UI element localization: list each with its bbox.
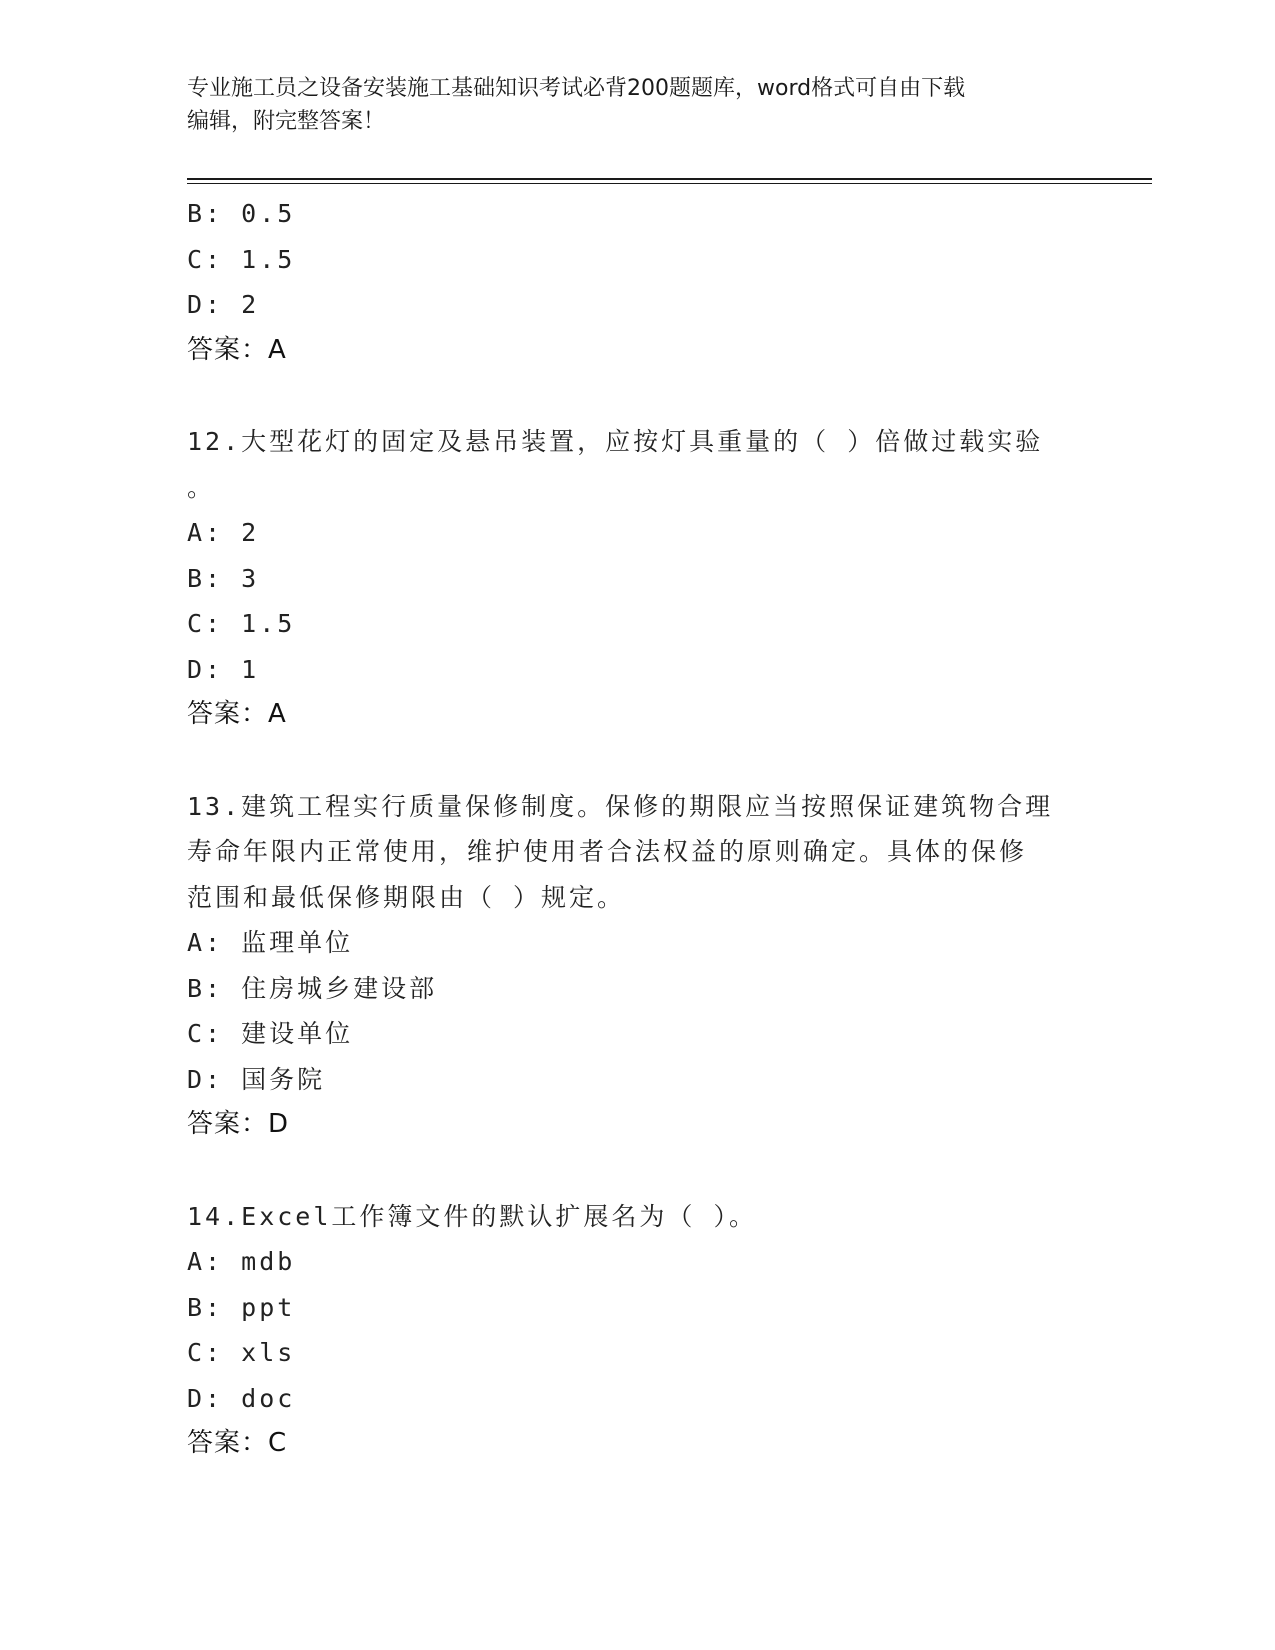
header-divider-thick: [187, 178, 1152, 180]
option-b: B: 0.5: [187, 199, 296, 228]
option-d: D: 国务院: [187, 1064, 326, 1094]
option-c: C: 1.5: [187, 244, 296, 274]
answer-label: 答案：C: [187, 1428, 288, 1458]
question-text-line: 。: [187, 472, 216, 502]
question-text-line: 14.Excel工作簿文件的默认扩展名为（ ）。: [187, 1201, 757, 1231]
answer-label: 答案：A: [187, 699, 287, 729]
option-b: B: 住房城乡建设部: [187, 973, 438, 1003]
option-a: A: 监理单位: [187, 928, 354, 957]
header-title-line-2: 编辑，附完整答案！: [187, 109, 386, 134]
question-text-line: 13.建筑工程实行质量保修制度。保修的期限应当按照保证建筑物合理: [187, 791, 1054, 821]
answer-label: 答案：D: [187, 1109, 290, 1139]
question-block-12: [187, 419, 1087, 738]
option-c: C: 1.5: [187, 609, 296, 638]
question-text-line: 寿命年限内正常使用，维护使用者合法权益的原则确定。具体的保修: [187, 837, 1028, 866]
question-spacer: [187, 738, 1087, 784]
option-b: B: 3: [187, 563, 260, 593]
question-text-line: 12.大型花灯的固定及悬吊装置，应按灯具重量的（ ）倍做过载实验: [187, 427, 1044, 456]
document-header: [187, 72, 1067, 138]
option-b: B: ppt: [187, 1292, 296, 1322]
option-d: D: doc: [187, 1383, 296, 1413]
option-a: A: mdb: [187, 1247, 296, 1276]
question-block-11: [187, 191, 1087, 373]
option-d: D: 1: [187, 654, 260, 684]
question-text-line: 范围和最低保修期限由（ ）规定。: [187, 882, 626, 912]
question-list: [187, 191, 1087, 1467]
header-divider-thin: [187, 183, 1152, 184]
question-spacer: [187, 1148, 1087, 1194]
option-d: D: 2: [187, 290, 260, 319]
question-spacer: [187, 373, 1087, 419]
question-block-13: [187, 784, 1087, 1148]
option-a: A: 2: [187, 518, 260, 547]
header-title-line-1: 专业施工员之设备安装施工基础知识考试必背200题题库，word格式可自由下载: [187, 76, 966, 101]
option-c: C: 建设单位: [187, 1019, 354, 1048]
answer-label: 答案：A: [187, 334, 287, 365]
option-c: C: xls: [187, 1338, 296, 1367]
question-block-14: [187, 1194, 1087, 1467]
